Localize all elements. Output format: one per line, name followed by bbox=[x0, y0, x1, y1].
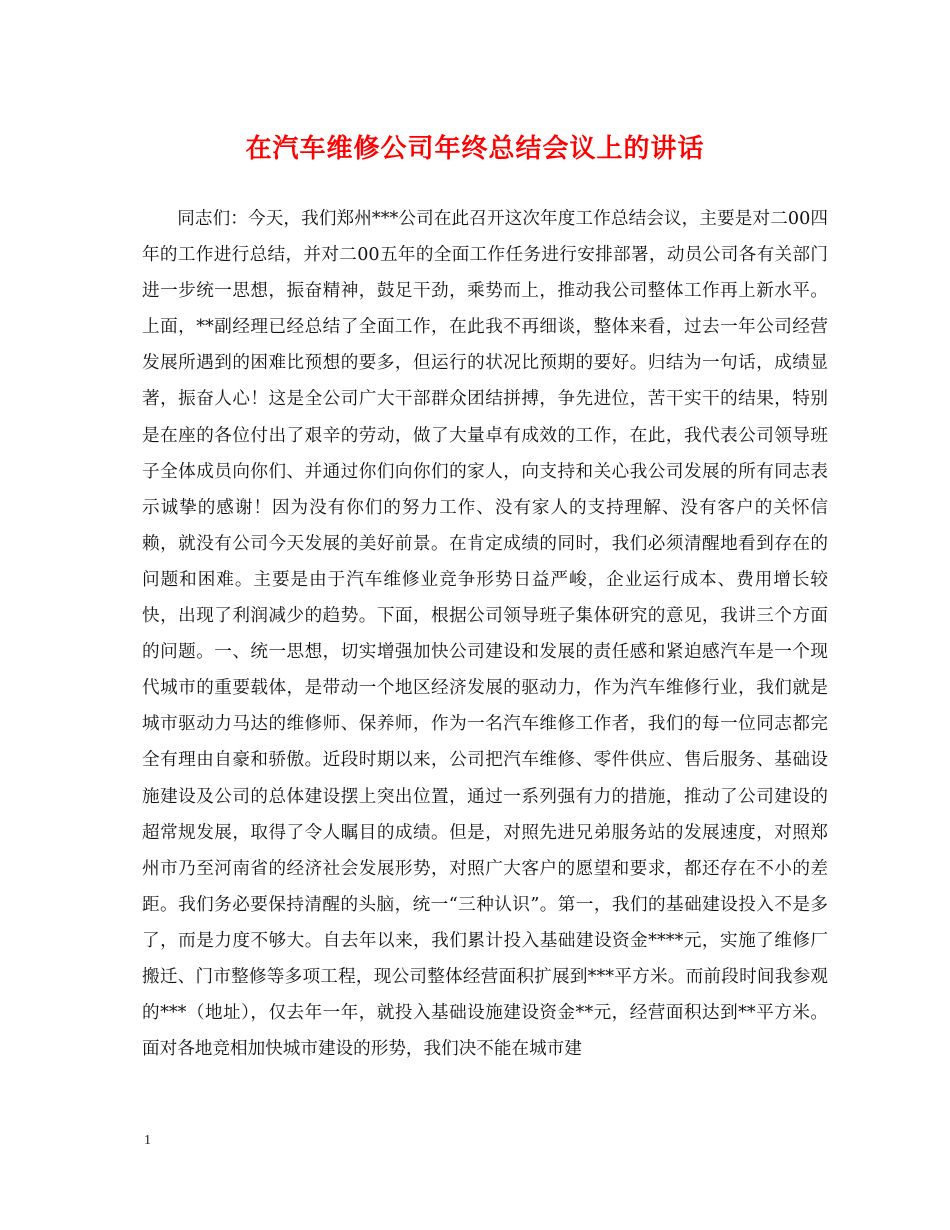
document-title: 在汽车维修公司年终总结会议上的讲话 bbox=[245, 134, 705, 164]
page-number: 1 bbox=[144, 1133, 151, 1148]
body-paragraph: 同志们：今天，我们郑州***公司在此召开这次年度工作总结会议，主要是对二00四年的工作进行总结，并对二00五年的全面工作任务进行安排部署，动员公司各有关部门进一步统一思想，振奋精神，鼓足干劲，乘势而上，推动我公司整体工作再上新水平。上面，**副经理已经总结了全面工作，在此我不再细谈，整体来看，过去一年公司经营发展所遇到的困难比预想的要多，但运行的状况比预期的要好。归结为一句话，成绩显著，振奋人心！这是全公司广大干部群众团结拼搏，争先进位，苦干实干的结果，特别是在座的各位付出了艰辛的劳动，做了大量卓有成效的工作，在此，我代表公司领导班子全体成员向你们、并通过你们向你们的家人，向支持和关心我公司发展的所有同志表示诚挚的感谢！因为没有你们的努力工作、没有家人的支持理解、没有客户的关怀信赖，就没有公司今天发展的美好前景。在肯定成绩的同时，我们必须清醒地看到存在的问题和困难。主要是由于汽车维修业竞争形势日益严峻，企业运行成本、费用增长较快，出现了利润减少的趋势。下面，根据公司领导班子集体研究的意见，我讲三个方面的问题。一、统一思想，切实增强加快公司建设和发展的责任感和紧迫感汽车是一个现代城市的重要载体，是带动一个地区经济发展的驱动力，作为汽车维修行业，我们就是城市驱动力马达的维修师、保养师，作为一名汽车维修工作者，我们的每一位同志都完全有理由自豪和骄傲。近段时期以来，公司把汽车维修、零件供应、售后服务、基础设施建设及公司的总体建设摆上突出位置，通过一系列强有力的措施，推动了公司建设的超常规发展，取得了令人瞩目的成绩。但是，对照先进兄弟服务站的发展速度，对照郑州市乃至河南省的经济社会发展形势，对照广大客户的愿望和要求，都还存在不小的差距。我们务必要保持清醒的头脑，统一“三种认识”。第一，我们的基础建设投入不是多了，而是力度不够大。自去年以来，我们累计投入基础建设资金****元，实施了维修厂搬迁、门市整修等多项工程，现公司整体经营面积扩展到***平方米。而前段时间我参观的***（地址），仅去年一年，就投入基础设施建设资金**元，经营面积达到**平方米。面对各地竞相加快城市建设的形势，我们决不能在城市建 bbox=[142, 209, 828, 1060]
